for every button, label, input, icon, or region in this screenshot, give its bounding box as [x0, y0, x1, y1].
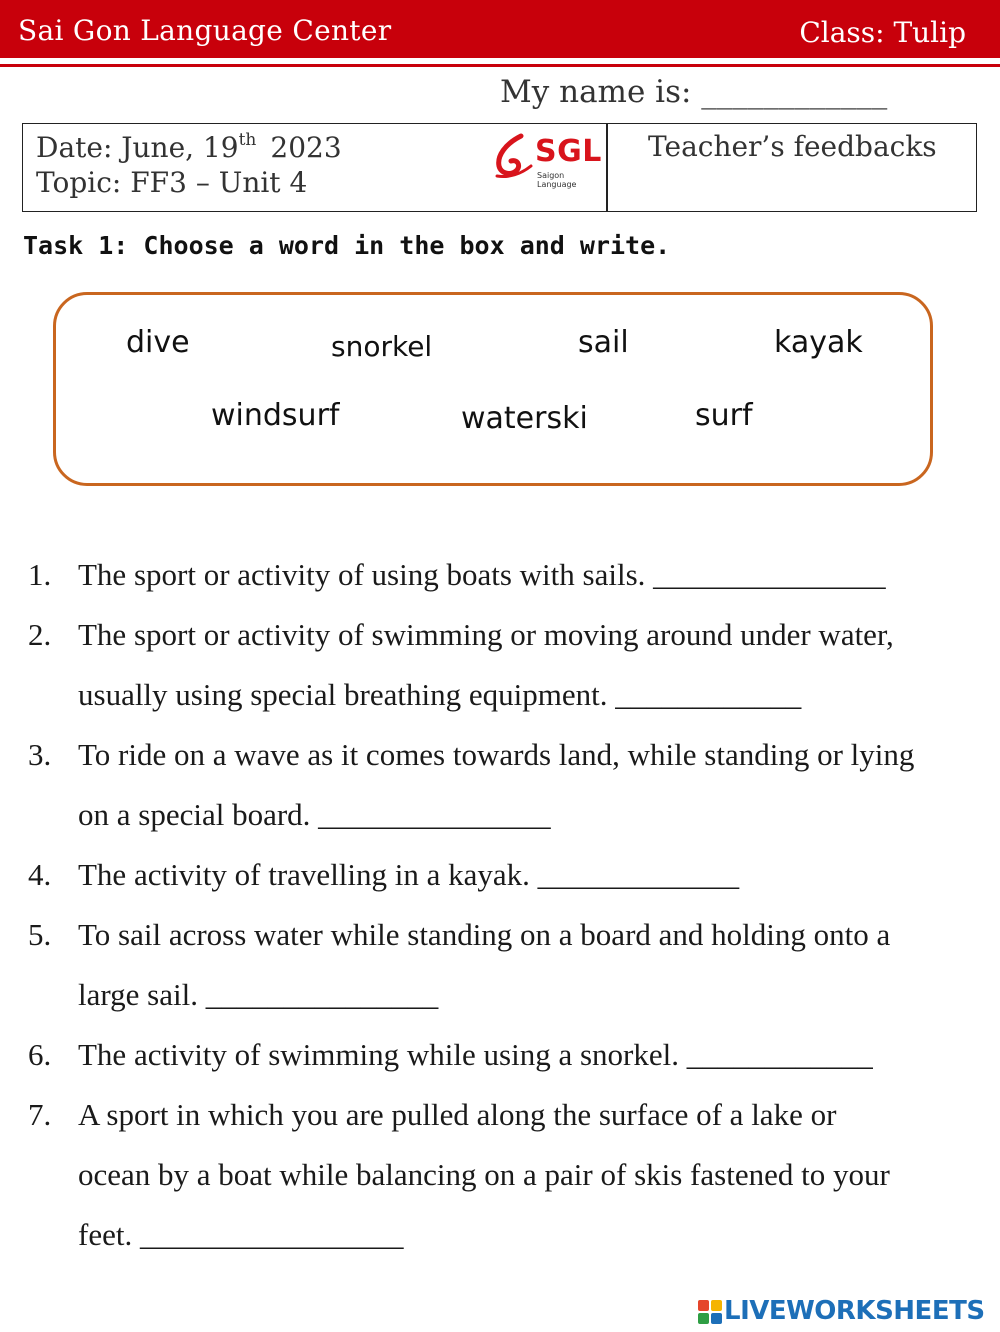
logo-text: SGL: [535, 134, 602, 169]
date-prefix: Date: June, 19: [36, 131, 239, 164]
question-text: feet. _________________: [78, 1217, 404, 1252]
question-number: 3.: [28, 737, 52, 772]
question-text: To ride on a wave as it comes towards land, while standing or lying: [78, 737, 915, 772]
word-dive: dive: [126, 325, 190, 360]
word-snorkel: snorkel: [331, 330, 433, 363]
question-text: The sport or activity of swimming or moving around under water,: [78, 617, 894, 652]
sgl-logo: [491, 132, 606, 189]
word-box: [53, 292, 933, 486]
question-number: 1.: [28, 557, 52, 592]
center-name: Sai Gon Language Center: [18, 14, 392, 47]
class-label: Class: Tulip: [799, 16, 966, 49]
question-text: The activity of swimming while using a snorkel. ____________: [78, 1037, 873, 1072]
date-year: 2023: [270, 131, 342, 164]
liveworksheets-logo: [698, 1296, 998, 1328]
logo-subtext: Saigon Language: [537, 171, 577, 189]
teacher-feedback-label: Teacher’s feedbacks: [648, 130, 937, 163]
word-windsurf: windsurf: [211, 398, 340, 433]
sgl-swoosh-icon: [491, 132, 535, 184]
name-prompt: My name is: ____________: [500, 74, 888, 110]
question-number: 4.: [28, 857, 52, 892]
question-text: The activity of travelling in a kayak. _____________: [78, 857, 740, 892]
question-text: To sail across water while standing on a board and holding onto a: [78, 917, 891, 952]
info-box: [22, 123, 977, 212]
question-text: A sport in which you are pulled along the surface of a lake or: [78, 1097, 837, 1132]
date-sup: th: [238, 130, 257, 150]
question-number: 2.: [28, 617, 52, 652]
question-text: usually using special breathing equipment. ____________: [78, 677, 802, 712]
question-number: 6.: [28, 1037, 52, 1072]
word-kayak: kayak: [774, 325, 863, 360]
task-title: Task 1: Choose a word in the box and write.: [23, 231, 671, 260]
question-text: on a special board. _______________: [78, 797, 551, 832]
word-surf: surf: [695, 398, 753, 433]
header-banner: [0, 0, 1000, 58]
question-number: 7.: [28, 1097, 52, 1132]
date-line: [36, 130, 342, 164]
question-text: large sail. _______________: [78, 977, 439, 1012]
question-text: ocean by a boat while balancing on a pair of skis fastened to your: [78, 1157, 890, 1192]
question-text: The sport or activity of using boats with sails. _______________: [78, 557, 886, 592]
header-divider: [0, 64, 1000, 67]
question-number: 5.: [28, 917, 52, 952]
liveworksheets-brand: LIVEWORKSHEETS: [724, 1296, 985, 1326]
topic-line: Topic: FF3 – Unit 4: [36, 166, 308, 199]
info-divider: [606, 124, 608, 211]
word-waterski: waterski: [461, 401, 588, 436]
word-sail: sail: [578, 325, 629, 360]
liveworksheets-icon: [698, 1300, 722, 1324]
